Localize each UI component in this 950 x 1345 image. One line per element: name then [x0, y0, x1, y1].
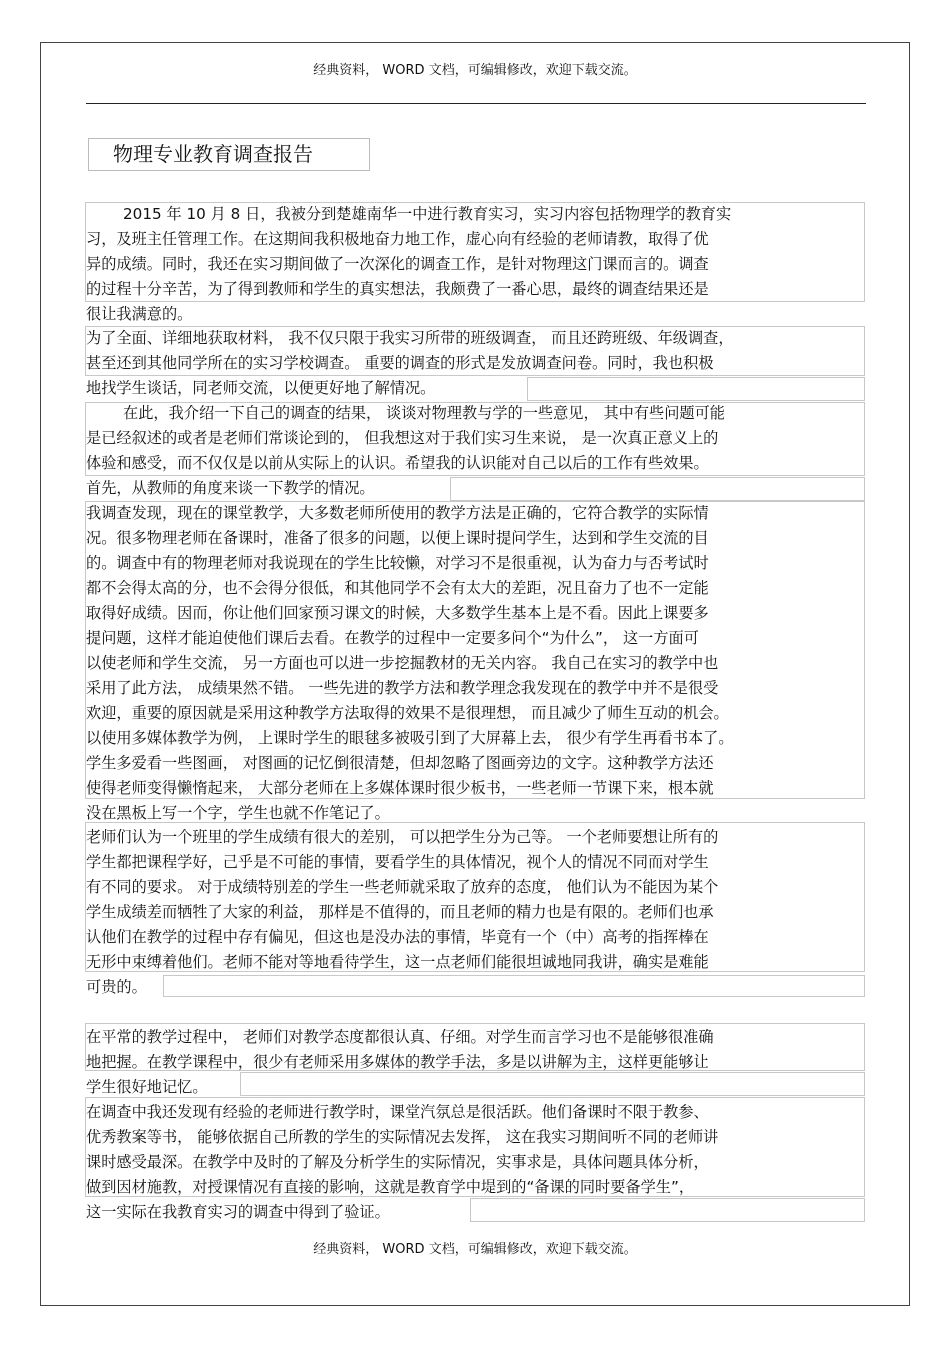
body-text-line: 都不会得太高的分，也不会得分很低，和其他同学不会有太大的差距，况且奋力了也不一定能: [86, 579, 709, 597]
body-text-line: 这一实际在我教育实习的调查中得到了验证。: [86, 1203, 390, 1221]
page-title: 物理专业教育调查报告: [113, 142, 313, 166]
paragraph-box: [470, 1198, 865, 1222]
body-text-line: 可贵的。: [86, 978, 147, 996]
page-footer: 经典资料， WORD 文档，可编辑修改，欢迎下载交流。: [313, 1242, 637, 1257]
body-text-line: 甚至还到其他同学所在的实习学校调查。 重要的调查的形式是发放调查问卷。同时，我也积极: [86, 354, 714, 372]
body-text-line: 使得老师变得懒惰起来， 大部分老师在上多媒体课时很少板书，一些老师一节课下来，根本就: [86, 779, 714, 797]
body-text-line: 学生多爱看一些图画， 对图画的记忆倒很清楚，但却忽略了图画旁边的文字。这种教学方法还: [86, 754, 714, 772]
body-text-line: 采用了此方法， 成绩果然不错。 一些先进的教学方法和教学理念我发现在的教学中并不是很受: [86, 679, 719, 697]
body-text-line: 做到因材施教，对授课情况有直接的影响，这就是教育学中堤到的“备课的同时要备学生”，: [86, 1178, 695, 1196]
body-text-line: 很让我满意的。: [86, 305, 193, 323]
body-text-line: 我调查发现，现在的课堂教学，大多数老师所使用的教学方法是正确的，它符合教学的实际情: [86, 504, 709, 522]
body-text-line: 况。很多物理老师在备课时，准备了很多的问题，以便上课时提问学生，达到和学生交流的目: [86, 529, 709, 547]
body-text-line: 习，及班主任管理工作。在这期间我积极地奋力地工作，虚心向有经验的老师请教，取得了优: [86, 230, 709, 248]
body-text-line: 有不同的要求。 对于成绩特别差的学生一些老师就采取了放弃的态度， 他们认为不能因为某个: [86, 878, 719, 896]
body-text-line: 学生都把课程学好，己乎是不可能的事情，要看学生的具体情况，视个人的情况不同而对学生: [86, 853, 709, 871]
body-text-line: 以使老师和学生交流， 另一方面也可以进一步挖掘教材的无关内容。 我自己在实习的教学中也: [86, 654, 719, 672]
body-text-line: 优秀教案等书， 能够依据自己所教的学生的实际情况去发挥， 这在我实习期间听不同的老师讲: [86, 1128, 719, 1146]
body-text-line: 首先，从教师的角度来谈一下教学的情况。: [86, 479, 375, 497]
body-text-line: 的。调查中有的物理老师对我说现在的学生比较懒，对学习不是很重视，认为奋力与否考试时: [86, 554, 709, 572]
body-text-line: 地找学生谈话，同老师交流，以便更好地了解情况。: [86, 379, 436, 397]
body-text-line: 老师们认为一个班里的学生成绩有很大的差别， 可以把学生分为己等。 一个老师要想让所有的: [86, 828, 719, 846]
body-text-line: 取得好成绩。因而，你让他们回家预习课文的时候，大多数学生基本上是不看。因此上课要多: [86, 604, 709, 622]
body-text-line: 欢迎，重要的原因就是采用这种教学方法取得的效果不是很理想， 而且减少了师生互动的机会。: [86, 704, 729, 722]
body-text-line: 学生很好地记忆。: [86, 1078, 208, 1096]
body-text-line: 地把握。在教学课程中，很少有老师采用多媒体的教学手法，多是以讲解为主，这样更能够让: [86, 1053, 709, 1071]
body-text-line: 为了全面、详细地获取材料， 我不仅只限于我实习所带的班级调查， 而且还跨班级、年级调查，: [86, 329, 734, 347]
body-text-line: 的过程十分辛苦，为了得到教师和学生的真实想法，我颇费了一番心思，最终的调查结果还是: [86, 280, 709, 298]
body-text-line: 2015 年 10 月 8 日，我被分到楚雄南华一中进行教育实习，实习内容包括物理学的教育实: [123, 205, 732, 223]
paragraph-box: [240, 1072, 865, 1096]
body-text-line: 在此，我介绍一下自己的调查的结果， 谈谈对物理教与学的一些意见， 其中有些问题可能: [123, 404, 725, 422]
paragraph-box: [450, 477, 865, 501]
body-text-line: 课时感受最深。在教学中及时的了解及分析学生的实际情况，实事求是，具体问题具体分析，: [86, 1153, 709, 1171]
body-text-line: 没在黑板上写一个字，学生也就不作笔记了。: [86, 804, 390, 822]
body-text-line: 提问题，这样才能迫使他们课后去看。在教学的过程中一定要多问个“为什么”， 这一方面可: [86, 629, 699, 647]
body-text-line: 以使用多媒体教学为例， 上课时学生的眼毬多被吸引到了大屏幕上去， 很少有学生再看书本了。: [86, 729, 734, 747]
body-text-line: 学生成绩差而牺牲了大家的利益， 那样是不值得的，而且老师的精力也是有限的。老师们也承: [86, 903, 714, 921]
paragraph-box: [527, 377, 865, 401]
body-text-line: 在调查中我还发现有经验的老师进行教学时，课堂汽氛总是很活跃。他们备课时不限于教参、: [86, 1103, 709, 1121]
body-text-line: 是已经叙述的或者是老师们常谈论到的， 但我想这对于我们实习生来说， 是一次真正意义上的: [86, 429, 719, 447]
body-text-line: 无形中束缚着他们。老师不能对等地看待学生，这一点老师们能很坦诚地同我讲，确实是难能: [86, 953, 709, 971]
body-text-line: 认他们在教学的过程中存有偏见，但这也是没办法的事情，毕竟有一个（中）高考的指挥棒在: [86, 928, 709, 946]
body-text-line: 异的成绩。同时，我还在实习期间做了一次深化的调查工作，是针对物理这门课而言的。调查: [86, 255, 709, 273]
body-text-line: 体验和感受，而不仅仅是以前从实际上的认识。希望我的认识能对自己以后的工作有些效果。: [86, 454, 709, 472]
paragraph-box: [163, 975, 865, 997]
body-text-line: 在平常的教学过程中， 老师们对教学态度都很认真、仔细。对学生而言学习也不是能够很准确: [86, 1028, 714, 1046]
page-header: 经典资料， WORD 文档，可编辑修改，欢迎下载交流。: [313, 63, 637, 78]
header-rule: [86, 103, 866, 104]
